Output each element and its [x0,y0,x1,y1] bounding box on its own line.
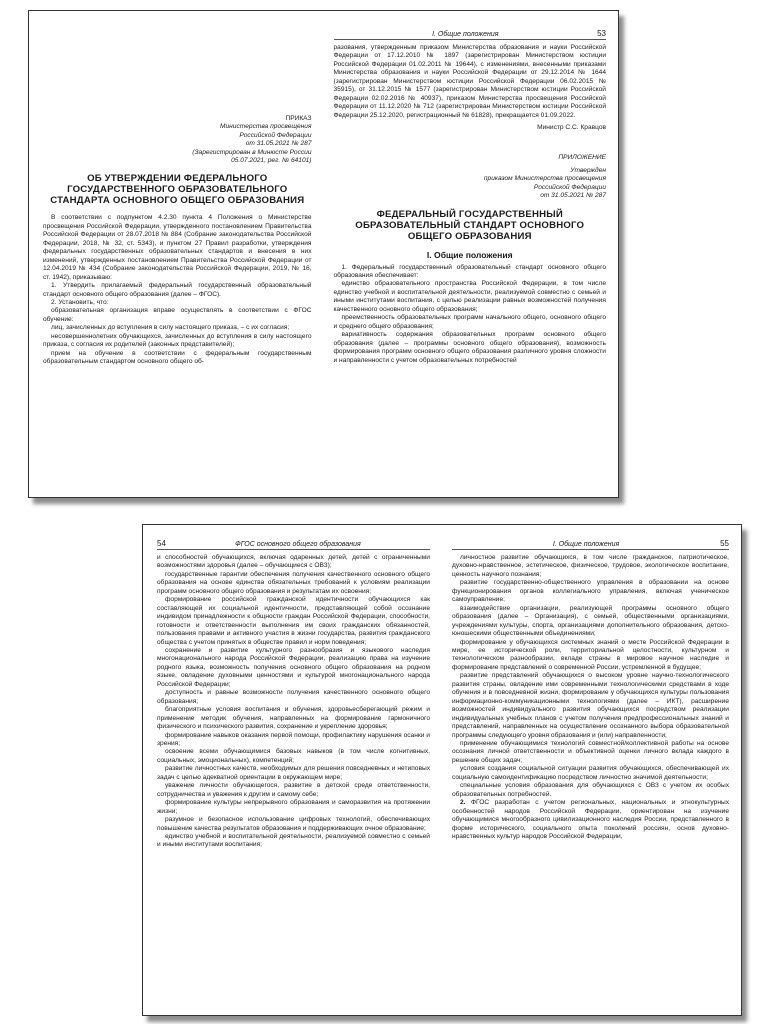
paragraph: специальные условия образования для обучающихся с ОВЗ с учетом их особых образовательных потребностей. [452,782,729,798]
paragraph: доступность и равные возможности получения качественного основного общего образования; [157,689,430,705]
paragraph: применение обучающимися технологий совместной/коллективной работы на основе осознания личной ответственности и объективной оценки личного вклада каждого в решение общих задач; [452,739,729,764]
approval-line: Утвержден [570,166,606,174]
paragraph: формирование навыков оказания первой помощи, профилактику нарушения осанки и зрения; [157,731,430,747]
paragraph: условия создания социальной ситуации развития обучающихся, обеспечивающей их социальную самоидентификацию посредством личностно значимой деятельности; [452,765,729,781]
bottom-book-spread [142,524,742,1016]
running-head [452,539,729,550]
paragraph: государственные гарантии обеспечения получения качественного основного общего образования на основе единства обязательных требований к условиям реализации программ основного общего образования и результатам их освоения; [157,570,430,595]
paragraph: единство образовательного пространства Российской Федерации, в том числе единство учебной и воспитательной деятельности, реализуемой совместно с семьей и иными институтами воспитания, с целью реализации равных возможностей получения качественного основного общего образования; [333,280,606,313]
paragraph: формирование у обучающихся системных знаний о месте Российской Федерации в мире, ее исторической роли, территориальной целостности, культурном и технологическом разнообразии, вкладе страны в мировое научное наследие и формирование представлений о современной России, устремленной в будущее; [452,638,729,671]
page-number: 55 [720,539,729,548]
paragraph: несовершеннолетних обучающихся, зачисленных до вступления в силу настоящего приказа, с согласия их родителей (законных представителей); [43,332,312,349]
paragraph: и способностей обучающихся, включая одаренных детей, детей с ограниченными возможностями здоровья (далее – обучающиеся с ОВЗ); [157,554,430,570]
paragraph: прием на обучение в соответствии с федеральным государственным образовательным стандартом основного общего об- [43,349,312,366]
order-heading: ПРИКАЗ [285,115,312,122]
paragraph: разумное и безопасное использование цифровых технологий, обеспечивающих повышение качества результатов образования и поддерживающих очное образование; [157,816,430,832]
approval-line: от 31.05.2021 № 287 [540,192,606,200]
order-title: ОБ УТВЕРЖДЕНИИ ФЕДЕРАЛЬНОГО ГОСУДАРСТВЕННОГО ОБРАЗОВАТЕЛЬНОГО СТАНДАРТА ОСНОВНОГО ОБЩЕГО ОБРАЗОВАНИЯ [50,173,305,207]
paragraph: В соответствии с подпунктом 4.2.30 пункта 4 Положения о Министерстве просвещения Российской Федерации, утвержденного постановлением Правительства Российской Федерации от 28.07.2018 № 884 (Собрание законодательства Российской Федерации, 2018, № 32, ст. 5343), и пунктом 27 Правил разработки, утверждения федеральных государственных образовательных стандартов и внесения в них изменений, утвержденных постановлением Правительства Российской Федерации от 12.04.2019 № 434 (Собрание законодательства Российской Федерации, 2019, № 16, ст. 1942), приказываю: [43,214,312,281]
paragraph: освоение всеми обучающимися базовых навыков (в том числе когнитивных, социальных, эмоциональных), компетенций; [157,748,430,764]
paragraph: разования, утвержденным приказом Министерства образования и науки Российской Федерации от 17.12.2010 № 1897 (зарегистрирован Министерством юстиции Российской Федерации 01.02.2011 № 19644), с изменениями, внесенными приказами Министерства образования и науки Российской Федерации от 29.12.2014 № 1644 (зарегистрирован Министерством юстиции Российской Федерации 06.02.2015 № 35915), от 31.12.2015 № 1577 (зарегистрирован Министерством юстиции Российской Федерации 02.02.2016 № 40937), приказом Министерства просвещения Российской Федерации от 11.12.2020 № 712 (зарегистрирован Министерством юстиции Российской Федерации 25.12.2020, регистрационный № 61828), прекращается 01.09.2022. [333,44,606,119]
approval-block [334,167,607,201]
paragraph-point-two [452,799,729,841]
running-title: I. Общие положения [432,31,499,38]
point-number: 2. [460,799,466,807]
page-right-bottom [442,525,741,1015]
page-number: 54 [157,539,166,548]
page-right-top [324,11,619,497]
order-line: (Зарегистрирован в Минюсте России [192,148,312,156]
running-title: I. Общие положения [552,541,620,548]
standard-title: ФЕДЕРАЛЬНЫЙ ГОСУДАРСТВЕННЫЙ ОБРАЗОВАТЕЛЬНЫЙ СТАНДАРТ ОСНОВНОГО ОБЩЕГО ОБРАЗОВАНИЯ [355,208,585,242]
running-head [334,29,607,40]
running-head [157,539,430,550]
paragraph: преемственность образовательных программ начального общего, основного общего и среднего общего образования; [333,314,606,330]
paragraph: уважение личности обучающегося, развитие в детской среде ответственности, сотрудничества и уважения к другим и самому себе; [157,782,430,798]
paragraph: единство учебной и воспитательной деятельности, реализуемой совместно с семьей и иными институтами воспитания; [157,832,430,849]
page-left-top [29,11,324,497]
paragraph: сохранение и развитие культурного разнообразия и языкового наследия многонационального народа Российской Федерации, реализацию права на изучение родного языка, возможность получения основного общего образования на родном языке, овладение духовными ценностями и культурой многонационального народа Российской Федерации; [157,646,430,688]
paragraph: 1. Утвердить прилагаемый федеральный государственный образовательный стандарт основного общего образования (далее – ФГОС). [43,282,312,298]
order-line: от 31.05.2021 № 287 [245,140,312,148]
point-text: ФГОС разработан с учетом региональных, национальных и этнокультурных особенностей народов Российской Федерации, ориентирован на изучение обучающимися многообразного цивилизационного наследия России, представленного в форме исторического, социального опыта поколений россиян, основ духовно-нравственных культур народов Российской Федерации, [452,799,729,840]
approval-line: приказом Министерства просвещения [483,175,606,183]
paragraph: развитие представлений обучающихся о высоком уровне научно-технологического развития страны, овладение ими современными технологическими средствами в ходе обучения и в повседневной жизни, формирование у обучающихся культуры пользования информационно-коммуникационными технологиями (далее – ИКТ), расширение возможностей индивидуального развития обучающихся посредством реализации индивидуальных учебных планов с учетом получения предпрофессиональных знаний и представлений, направленных на осуществление осознанного выбора образовательной программы следующего уровня образования и (или) направленности; [452,672,729,739]
paragraph: личностное развитие обучающихся, в том числе гражданское, патриотическое, духовно-нравственное, эстетическое, физическое, трудовое, экологическое воспитание, ценность научного познания; [452,554,729,578]
paragraph: лиц, зачисленных до вступления в силу настоящего приказа, – с их согласия; [51,324,290,332]
paragraph: взаимодействие организации, реализующей программы основного общего образования (далее – Организация), с семьей, общественными организациями, учреждениями культуры, спорта, организациями дополнительного образования, детско-юношескими общественными объединениями; [452,604,729,638]
order-line: Министерства просвещения [220,123,312,131]
section-title: I. Общие положения [426,249,513,260]
paragraph: формирование российской гражданской идентичности обучающихся как составляющей их социальной идентичности, представляющей собой осознание индивидом принадлежности к общности граждан Российской Федерации, способности, готовности и ответственности выполнения им своих гражданских обязанностей, пользования правами и активного участия в жизни государства, развития гражданского общества с учетом принятых в обществе правил и норм поведения; [157,596,430,646]
approval-line: Российской Федерации [533,183,606,191]
paragraph: образовательная организация вправе осуществлять в соответствии с ФГОС обучение: [43,307,312,323]
running-title: ФГОС основного общего образования [235,541,361,548]
paragraph: развитие государственно-общественного управления в образовании на основе функционирования органов коллегиального управления, включая ученическое самоуправление; [452,579,729,604]
paragraph: благоприятные условия воспитания и обучения, здоровьесберегающий режим и применение методик обучения, направленных на формирование гармоничного физического и психического развития, сохранение и укрепление здоровья; [157,706,430,731]
paragraph: 1. Федеральный государственный образовательный стандарт основного общего образования обеспечивает: [333,263,606,279]
appendix-label: ПРИЛОЖЕНИЕ [558,154,606,162]
page-number: 53 [597,29,606,38]
order-line: Российской Федерации [239,131,312,139]
paragraph: развитие личностных качеств, необходимых для решения повседневных и нетиповых задач с целью адекватной ориентации в окружающем мире; [157,765,430,781]
paragraph: 2. Установить, что: [51,298,109,306]
order-block [43,115,312,165]
paragraph: формирование культуры непрерывного образования и саморазвития на протяжении жизни; [157,799,430,815]
paragraph: вариативность содержания образовательных программ основного общего образования (далее – программы основного общего образования), возможность формирования программ основного общего образования различного уровня сложности и направленности с учетом образовательных потребностей [333,331,606,364]
signature: Министр С.С. Кравцов [537,124,606,132]
top-book-spread [28,10,619,498]
order-line: 05.07.2021, рег. № 64101) [231,157,312,165]
page-left-bottom [143,525,442,1015]
